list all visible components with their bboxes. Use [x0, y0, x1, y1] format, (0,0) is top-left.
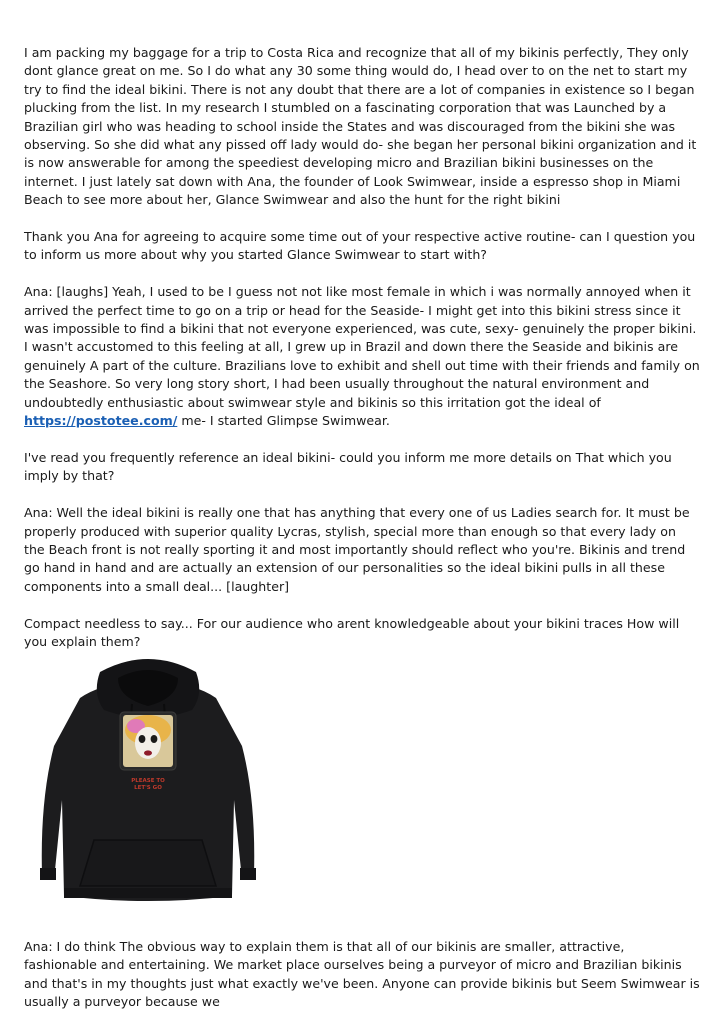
hoodie-cuff-left [40, 868, 56, 880]
print-eye-right [151, 735, 158, 743]
print-eye-left [139, 735, 146, 743]
print-text-line-2: LET'S GO [134, 785, 162, 791]
answer-1-text-after: me- I started Glimpse Swimwear. [177, 413, 390, 429]
hoodie-cuff-right [240, 868, 256, 880]
print-text-line-1: PLEASE TO [131, 778, 165, 784]
paragraph-answer-1 [24, 283, 700, 430]
paragraph-question-1: Thank you Ana for agreeing to acquire some time out of your respective active routine- can I question you to inform us more about why you started Glance Swimwear to start with? [24, 229, 696, 263]
hoodie-product-image [28, 650, 268, 906]
answer-1-text-before: Ana: [laughs] Yeah, I used to be I guess not not like most female in which i was normally annoyed when it arrived the perfect time to go on a trip or head for the Seaside- I might get into this bikini stress since it was impossible to find a bikini that not everyone experienced, was cute, sexy- genuinely the proper bikini. I wasn't accustomed to this feeling at all, I grew up in Brazil and down there the Seaside and bikinis are genuinely A part of the culture. Brazilians love to exhibit and shell out time with their friends and family on the Seashore. So very long story short, I had been usually throughout the natural environment and undoubtedly enthusiastic about swimwear style and bikinis so this irritation got the ideal of [24, 284, 700, 410]
article-body [24, 44, 700, 670]
paragraph-answer-2: Ana: Well the ideal bikini is really one that has anything that every one of us Ladies search for. It must be properly produced with superior quality Lycras, stylish, special more than enough so that every lady on the Beach front is not really sporting it and most importantly should reflect who you're. Bikinis and trend go hand in hand and are actually an extension of our personalities so the ideal bikini pulls in all these components into a small deal... [laughter] [24, 505, 690, 594]
hoodie-hem [64, 888, 232, 898]
paragraph-intro: I am packing my baggage for a trip to Costa Rica and recognize that all of my bikinis perfectly, They only dont glance great on me. So I do what any 30 some thing would do, I head over to on the net to start my try to find the ideal bikini. There is not any doubt that there are a lot of companies in existence so I began plucking from the list. In my research I stumbled on a fascinating corporation that was Launched by a Brazilian girl who was heading to school inside the States and was discouraged from the bikini she was observing. So she did what any pissed off lady would do- she began her personal bikini organization and it is now answerable for among the speediest developing micro and Brazilian bikini businesses on the internet. I just lately sat down with Ana, the founder of Look Swimwear, inside a espresso shop in Miami Beach to see more about her, Glance Swimwear and also the hunt for the right bikini [24, 45, 697, 208]
hoodie-pocket [80, 840, 216, 886]
paragraph-question-3: Compact needless to say... For our audience who arent knowledgeable about your bikini traces How will you explain them? [24, 615, 680, 649]
postotee-link[interactable]: https://postotee.com/ [24, 413, 178, 429]
paragraph-answer-3: Ana: I do think The obvious way to explain them is that all of our bikinis are smaller, attractive, fashionable and entertaining. We market place ourselves being a purveyor of micro and Brazilian bikinis and that's in my thoughts just what exactly we've been. Anyone can provide bikinis but Seem Swimwear is usually a purveyor because we [24, 939, 700, 1010]
hoodie-illustration [28, 650, 268, 906]
print-mouth [144, 750, 152, 755]
paragraph-question-2: I've read you frequently reference an ideal bikini- could you inform me more details on That which you imply by that? [24, 449, 672, 484]
